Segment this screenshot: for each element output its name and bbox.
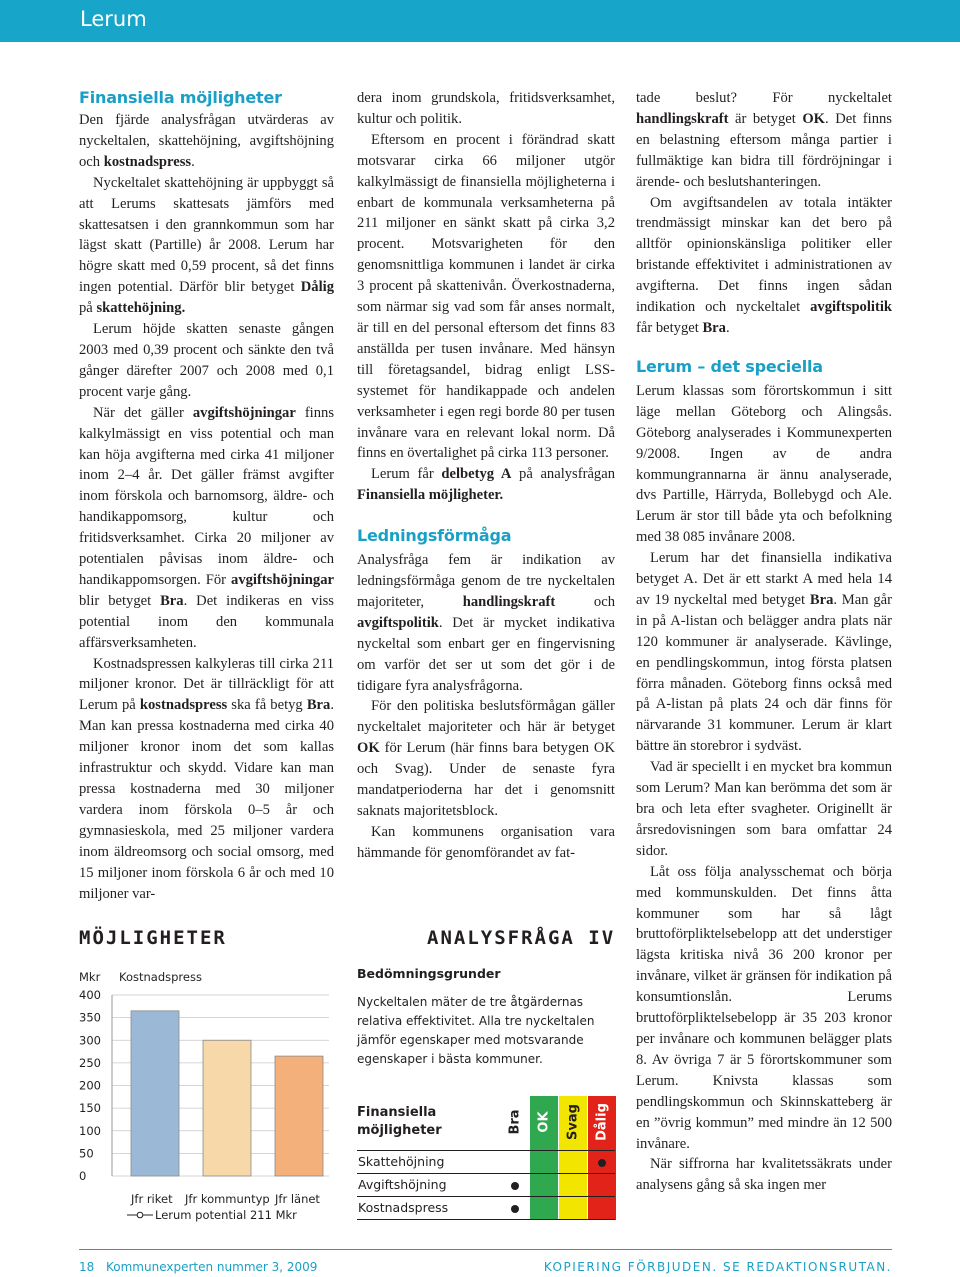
y-axis-label: Mkr <box>79 970 101 984</box>
y-tick-label: 200 <box>79 1078 101 1093</box>
y-tick-label: 400 <box>79 988 101 1002</box>
bar-1 <box>131 1011 179 1176</box>
grade-table-title-line1: Finansiella <box>357 1105 437 1120</box>
footer-publication: Kommunexperten nummer 3, 2009 <box>106 1260 318 1274</box>
footer-copyright: KOPIERING FÖRBJUDEN. SE REDAKTIONSRUTAN. <box>543 1260 892 1274</box>
grade-header-label: Svag <box>565 1104 581 1140</box>
row-divider <box>357 1173 615 1174</box>
grade-header-label: Dålig <box>594 1103 610 1141</box>
grade-marker <box>511 1182 519 1190</box>
criteria-block <box>357 966 615 1069</box>
grade-header <box>530 1100 558 1144</box>
y-tick-label: 300 <box>79 1033 101 1048</box>
grade-row-label: Avgiftshöjning <box>358 1177 447 1192</box>
paragraph: Den fjärde analysfrågan utvärderas av nyckeltalen, skattehöjning, avgiftshöjning och kostnadspress. <box>79 112 334 170</box>
bar-2 <box>203 1040 251 1176</box>
column-1 <box>79 88 334 904</box>
paragraph: dera inom grundskola, fritidsverksamhet, kultur och politik. <box>357 90 615 127</box>
paragraph: Analysfråga fem är indikation av ledningsförmåga genom de tre nyckeltalen majoriteter, handlingskraft och avgiftspolitik. Det är mycket indikativa nyckeltal som enbart ger en fingervisning om varför det ser ut som det gör i de tidigare fyra analysfrågorna. <box>357 552 615 694</box>
kostnadspress-chart <box>79 960 349 1230</box>
paragraph: Vad är speciellt i en mycket bra kommun som Lerum? Man kan berömma det som är bra och leta efter svagheter. Originellt är årsredovisningen som bara omfattar 24 sidor. <box>636 759 892 859</box>
paragraph: Lerum har det finansiella indikativa betyget A. Det är ett starkt A med hela 14 av 19 nyckeltal med betyget Bra. Man går in på A-listan och belägger andra plats när 120 kommuner är analyserade. Kävlinge, en pendlingskommun, intog första platsen förra månaden. Göteborg finns också med på A-listan på plats 24 och där finns för närvarande 31 kommuner. Lerum är klart bättre än storebror i sydväst. <box>636 550 892 755</box>
grade-table-title <box>357 1104 442 1140</box>
row-divider <box>357 1219 615 1220</box>
paragraph: När siffrorna har kvalitetssäkrats under analysens gång så ska ingen mer <box>636 1156 892 1194</box>
grade-header <box>501 1100 529 1144</box>
header-bar <box>0 0 960 42</box>
section-heading-det-speciella: Lerum – det speciella <box>636 356 823 376</box>
x-tick-label: Jfr kommuntyp <box>185 1192 270 1206</box>
chart-svg <box>79 960 349 1230</box>
y-tick-label: 50 <box>79 1146 94 1161</box>
grade-row-label: Kostnadspress <box>358 1200 449 1215</box>
paragraph: tade beslut? För nyckeltalet handlingskraft är betyget OK. Det finns en belastning eftersom många partier i fullmäktige kan bidra till fördröjningar i ärende- och beslutshanteringen. <box>636 90 892 190</box>
grade-row-label: Skattehöjning <box>358 1154 445 1169</box>
paragraph: När det gäller avgiftshöjningar finns kalkylmässigt en viss potential och man kan höja avgifterna med cirka 41 miljoner inom 2–4 år. Det gäller främst avgifter inom förskola och barnomsorg, äldre- och handikappomsorg, kultur och fritidsverksamhet. Cirka 20 miljoner av potentialen påvisas inom äldre- och handikappomsorgen. För avgiftshöjningar blir betyget Bra. Det indikeras en viss potential inom den kommunala affärsverksamheten. <box>79 404 335 651</box>
grade-table-title-line2: möjligheter <box>357 1123 442 1138</box>
grade-marker <box>598 1159 606 1167</box>
y-tick-label: 100 <box>79 1123 101 1138</box>
footer-rule <box>79 1249 892 1250</box>
paragraph: Eftersom en procent i förändrad skatt motsvarar cirka 66 miljoner utgör kalkylmässigt de finansiella möjligheterna i enbart de kommunala verksamheterna på 211 miljoner en sänkt skatt på cirka 3,2 procent. Motsvarigheten för den genomsnittliga kommunen i landet är cirka 3 procent på skattenivån. Överkostnaderna, som närmar sig vad som får anses normalt, är till en del personal eftersom det finns 83 anställda per tusen invånare. Med hänsyn till företagsandel, bidrag enligt LSS-systemet för handikappade och andelen verksamheter i egen regi borde 80 per tusen invånare vara en relevant lokal norm. Då finns en övertalighet på cirka 113 personer. <box>357 131 615 462</box>
y-tick-label: 150 <box>79 1101 101 1116</box>
legend-marker <box>137 1212 143 1218</box>
page-title: Lerum <box>80 7 147 31</box>
x-tick-label: Jfr riket <box>131 1192 173 1206</box>
chart-title: Kostnadspress <box>119 970 202 984</box>
y-tick-label: 0 <box>79 1169 87 1183</box>
grade-header-label: Bra <box>507 1109 523 1135</box>
criteria-heading: Bedömningsgrunder <box>357 966 501 981</box>
paragraph: Lerum får delbetyg A på analysfrågan Finansiella möjligheter. <box>357 466 615 504</box>
bar-3 <box>275 1056 323 1176</box>
paragraph: Kan kommunens organisation vara hämmande för genomförandet av fat- <box>357 823 615 861</box>
column-3 <box>636 88 892 1196</box>
grade-marker <box>511 1205 519 1213</box>
paragraph: Nyckeltalet skattehöjning är uppbyggt så att Lerums skattesats jämförs med skattesatsen i den grannkommun som har lägst skatt (Partille) år 2008. Lerum har högre skatt med 0,59 procent, så det finns ingen potential. Därför blir betyget Dålig på skattehöjning. <box>79 174 334 317</box>
grade-header <box>588 1100 616 1144</box>
footer-page-number: 18 <box>79 1260 95 1274</box>
paragraph: Lerum klassas som förortskommun i sitt läge mellan Göteborg och Alingsås. Göteborg analyserades i Kommunexperten 9/2008. Ingen av de andra kommungrannarna är ännu analyserade, dvs Partille, Härryda, Bollebygd och Ale. Lerum är stor till både yta och befolkning med 38 085 invånare 2008. <box>636 382 892 546</box>
paragraph: Om avgiftsandelen av totala intäkter trendmässigt minskar kan det bero på alltför opinionskänsliga politiker eller bristande effektivitet i administrationen av avgifterna. Det finns ingen sådan indikation och nyckeltalet avgiftspolitik får betyget Bra. <box>636 194 892 336</box>
row-divider <box>357 1196 615 1197</box>
column-2 <box>357 88 615 864</box>
y-tick-label: 250 <box>79 1055 101 1070</box>
paragraph: Kostnadspressen kalkyleras till cirka 211 miljoner kronor. Det är tillräckligt för att Lerum på kostnadspress ska få betyg Bra. Man kan pressa kostnaderna med cirka 40 miljoner kronor inom det som kallas infrastruktur och skydd. Vidare kan man pressa kostnaderna med 30 miljoner vardera inom förskola 0–5 år och gymnasieskola, med 25 miljoner vardera inom äldreomsorg och social omsorg, med 15 miljoner inom förskola 6 år och med 10 miljoner var- <box>79 655 334 902</box>
row-divider <box>357 1150 615 1151</box>
section-heading-ledningsformaga: Ledningsförmåga <box>357 526 512 546</box>
y-tick-label: 350 <box>79 1010 101 1025</box>
box-title-analysfraga: ANALYSFRÅGA IV <box>427 927 616 949</box>
box-title-mojligheter: MÖJLIGHETER <box>79 927 227 949</box>
legend-label: Lerum potential 211 Mkr <box>155 1208 297 1222</box>
paragraph: För den politiska beslutsförmågan gäller nyckeltalet majoriteter och här är betyget OK för Lerum (här finns bara betygen OK och Svag). Under de senaste fyra mandatperioderna har det i genomsnitt saknats majoritetsblock. <box>357 698 615 819</box>
section-heading-finansiella: Finansiella möjligheter <box>79 88 282 107</box>
paragraph: Lerum höjde skatten senaste gången 2003 med 0,39 procent och sänkte den två gånger därefter 2007 och 2008 med 0,1 procent varje gång. <box>79 321 334 400</box>
grade-header-label: OK <box>536 1111 552 1133</box>
grade-header <box>559 1100 587 1144</box>
criteria-text: Nyckeltalen mäter de tre åtgärdernas relativa effektivitet. Alla tre nyckeltalen jämför egenskaper med motsvarande egenskaper i bästa kommuner. <box>357 995 595 1066</box>
x-tick-label: Jfr länet <box>275 1192 320 1206</box>
paragraph: Låt oss följa analysschemat och börja med kommunskulden. Det finns åtta kommuner som har så lågt bruttoförpliktelsebelopp att det understiger lägsta kritiska nivå 36 200 kronor per invånare, vilket är gränsen för indikation på konsumtionslån. Lerums bruttoförpliktelsebelopp är 35 203 kronor per invånare och kommunen belägger plats 8. Av övriga 7 är 5 förortskommuner som Lerum. Knivsta klassas som pendlingskommun och Skinnskatteberg är en ”övrig kommun” med mindre än 12 500 invånare. <box>636 863 892 1152</box>
